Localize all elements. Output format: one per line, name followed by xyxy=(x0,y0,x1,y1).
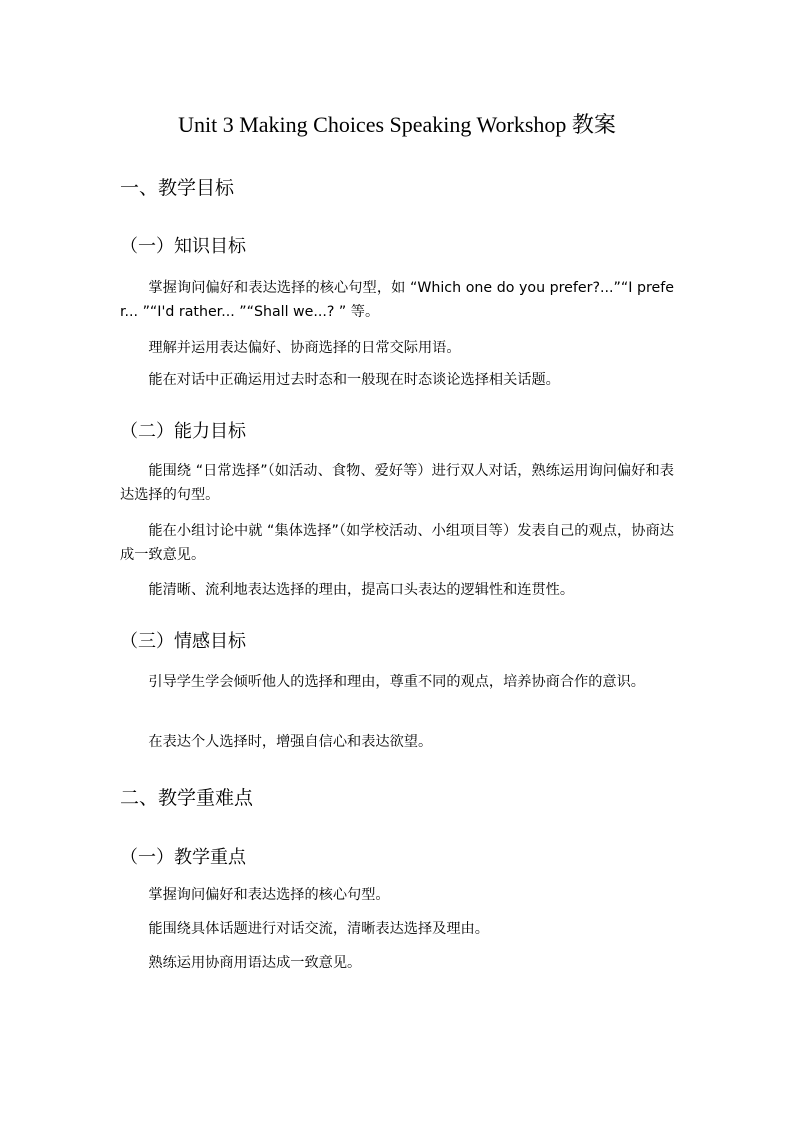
paragraph: 引导学生学会倾听他人的选择和理由，尊重不同的观点，培养协商合作的意识。 xyxy=(148,674,645,690)
section-heading-teaching-objectives: 一、教学目标 xyxy=(120,177,235,199)
paragraph: 掌握询问偏好和表达选择的核心句型。 xyxy=(148,887,390,903)
paragraph: 能在对话中正确运用过去时态和一般现在时态谈论选择相关话题。 xyxy=(148,372,560,388)
subsection-heading-ability-objectives: （二）能力目标 xyxy=(120,421,246,442)
paragraph: 能清晰、流利地表达选择的理由，提高口头表达的逻辑性和连贯性。 xyxy=(148,582,575,598)
paragraph: 能围绕具体话题进行对话交流，清晰表达选择及理由。 xyxy=(148,921,489,937)
paragraph: 能围绕 “日常选择”（如活动、食物、爱好等）进行双人对话，熟练运用询问偏好和表达选择的句型。 xyxy=(120,463,674,503)
document-title: Unit 3 Making Choices Speaking Workshop 教案 xyxy=(178,112,616,137)
paragraph: 能在小组讨论中就 “集体选择”（如学校活动、小组项目等）发表自己的观点，协商达成一致意见。 xyxy=(120,523,674,563)
subsection-heading-teaching-focus: （一）教学重点 xyxy=(120,847,246,868)
subsection-heading-knowledge-objectives: （一）知识目标 xyxy=(120,236,246,257)
paragraph: 掌握询问偏好和表达选择的核心句型，如 “Which one do you prefer?...”“I prefer... ”“I'd rather... ”“Shall we...? ” 等。 xyxy=(120,280,674,320)
section-heading-key-difficult-points: 二、教学重难点 xyxy=(120,787,254,809)
subsection-heading-affective-objectives: （三）情感目标 xyxy=(120,631,246,652)
paragraph: 理解并运用表达偏好、协商选择的日常交际用语。 xyxy=(148,340,461,356)
paragraph: 熟练运用协商用语达成一致意见。 xyxy=(148,955,362,971)
paragraph: 在表达个人选择时，增强自信心和表达欲望。 xyxy=(148,734,433,750)
